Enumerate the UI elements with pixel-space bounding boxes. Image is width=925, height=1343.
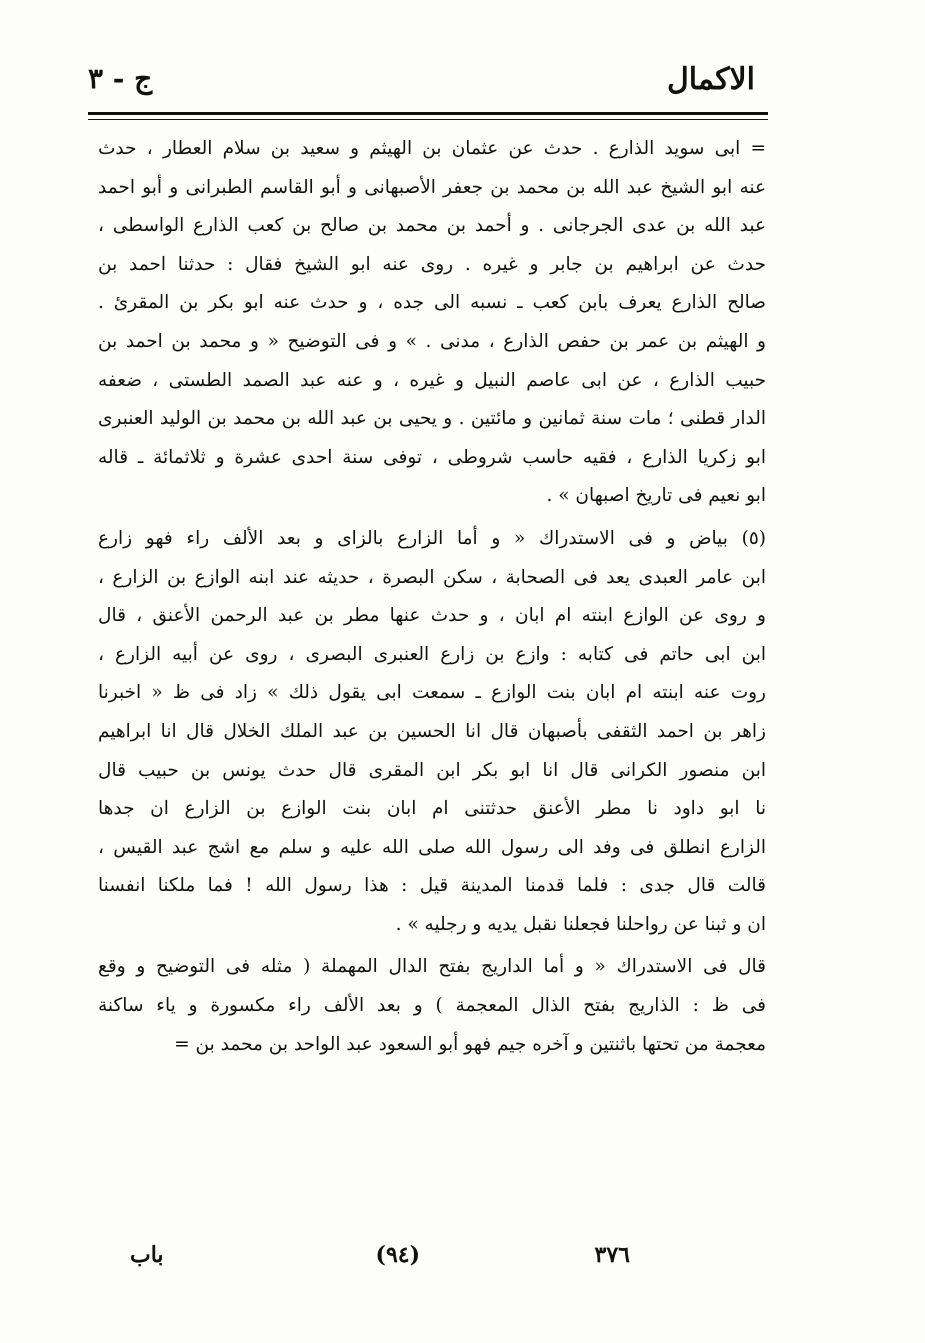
- text-line: ان و ثبنا عن رواحلنا فجعلنا نقبل يديه و رجليه » .: [395, 913, 766, 935]
- catchword: باب: [130, 1242, 164, 1268]
- header-rule-thin: [88, 119, 768, 120]
- page-footer: [130, 1242, 690, 1278]
- page-number: ٣٧٦: [594, 1242, 630, 1268]
- text-line: و روى عن الوازع ابنته ام ابان ، و حدث عنها مطر بن عبد الرحمن الأعنق ، قال: [98, 605, 766, 627]
- text-line: (٥) بياض و فى الاستدراك « و أما الزارع بالزاى و بعد الألف راء فهو زارع: [98, 527, 766, 549]
- text-line: و الهيثم بن عمر بن حفص الذارع ، مدنى . » و فى التوضيح « و محمد بن احمد بن: [98, 330, 766, 352]
- text-line: ابن ابى حاتم فى كتابه : وازع بن زارع العنبرى البصرى ، روى عن أبيه الزارع ،: [98, 643, 766, 665]
- header-rule-thick: [88, 112, 768, 115]
- text-line: الزارع انطلق فى وفد الى رسول الله صلى الله عليه و سلم مع اشج عبد القيس ،: [98, 836, 766, 858]
- text-line: عبد الله بن عدى الجرجانى . و أحمد بن محمد بن صالح بن كعب الذارع الواسطى ،: [98, 215, 766, 237]
- volume-number: ج - ٣: [88, 62, 153, 95]
- text-line: قالت قال جدى : فلما قدمنا المدينة قيل : هذا رسول الله ! فما ملكنا انفسنا: [98, 875, 766, 897]
- text-line: روت عنه ابنته ام ابان بنت الوازع ـ سمعت ابى يقول ذلك » زاد فى ظ « اخبرنا: [98, 682, 766, 704]
- text-line: حبيب الذارع ، عن ابى عاصم النبيل و غيره ، و عنه عبد الصمد الطستى ، ضعفه: [98, 369, 766, 391]
- text-line: حدث عن ابراهيم بن جابر و غيره . روى عنه ابو الشيخ فقال : حدثنا احمد بن: [98, 253, 766, 275]
- signature-mark: (٩٤): [375, 1242, 420, 1268]
- text-line: عنه ابو الشيخ عبد الله بن محمد بن جعفر الأصبهانى و أبو القاسم الطبرانى و أبو احمد: [98, 176, 766, 198]
- text-line: ابو زكريا الذارع ، فقيه حاسب شروطى ، توفى سنة احدى عشرة و ثلاثمائة ـ قاله: [98, 446, 766, 468]
- text-line: الدار قطنى ؛ مات سنة ثمانين و مائتين . و يحيى بن عبد الله بن محمد بن الوليد العنبرى: [98, 408, 766, 430]
- text-line: معجمة من تحتها باثنتين و آخره جيم فهو أبو السعود عبد الواحد بن محمد بن =: [174, 1033, 766, 1055]
- text-line: ابن منصور الكرانى قال انا ابو بكر ابن المقرى قال حدث يونس بن حبيب قال: [98, 759, 766, 781]
- page-header: [88, 58, 755, 106]
- text-line: نا ابو داود نا مطر الأعنق حدثتنى ام ابان بنت الوازع بن الزارع ان جدها: [98, 798, 766, 820]
- text-line: ابن عامر العبدى يعد فى الصحابة ، سكن البصرة ، حديثه عند ابنه الوازع بن الزارع ،: [98, 566, 766, 588]
- text-line: زاهر بن احمد الثقفى بأصبهان قال انا الحسين بن عبد الملك الخلال قال انا ابراهيم: [98, 720, 766, 742]
- text-line: = ابى سويد الذارع . حدث عن عثمان بن الهيثم و سعيد بن سلام العطار ، حدث: [98, 138, 766, 159]
- text-line: قال فى الاستدراك « و أما الداريج بفتح الدال المهملة ( مثله فى التوضيح و وقع: [98, 956, 766, 978]
- text-line: ابو نعيم فى تاريخ اصبهان » .: [546, 485, 766, 507]
- body-text: [98, 130, 766, 1064]
- book-title: الاكمال: [666, 62, 755, 97]
- text-line: صالح الذارع يعرف بابن كعب ـ نسبه الى جده ، و حدث عنه ابو بكر بن المقرئ .: [98, 292, 766, 314]
- text-line: فى ظ : الذاريج بفتح الذال المعجمة ) و بعد الألف راء مكسورة و ياء ساكنة: [98, 995, 766, 1017]
